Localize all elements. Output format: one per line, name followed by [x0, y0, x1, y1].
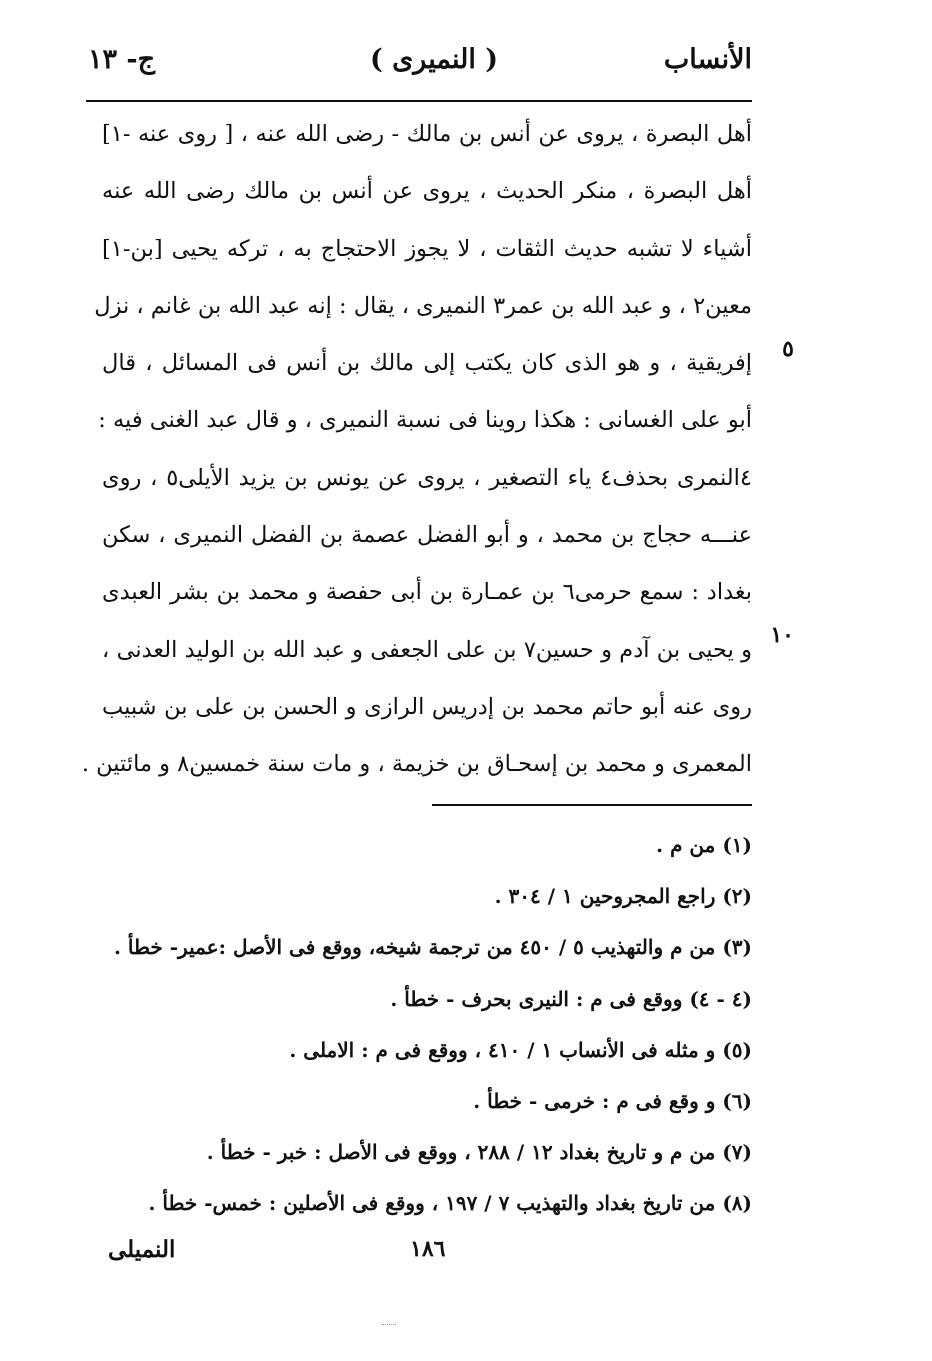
running-head-entry-title: ( النميرى ) — [370, 44, 499, 75]
running-head-volume: ج- ١٣ — [88, 44, 156, 75]
text-line: و يحيى بن آدم و حسين٧ بن على الجعفى و عبد الله بن الوليد العدنى ، — [102, 636, 752, 663]
line-number-10: ١٠ — [770, 622, 794, 648]
line-number-5: ٥ — [782, 336, 794, 362]
footnote: (١) من م . — [656, 833, 752, 857]
footnote-rule — [432, 804, 752, 806]
footnote: (٨) من تاريخ بغداد والتهذيب ٧ / ١٩٧ ، ووقع فى الأصلين : خمس- خطأ . — [148, 1191, 752, 1216]
footnote: (٥) و مثله فى الأنساب ١ / ٤١٠ ، ووقع فى م : الاملى . — [289, 1037, 752, 1062]
text-line: روى عنه أبو حاتم محمد بن إدريس الرازى و الحسن بن على بن شبيب — [102, 693, 752, 720]
text-line: أهل البصرة ، يروى عن أنس بن مالك - رضى الله عنه ، [ روى عنه -١] — [102, 121, 752, 147]
main-text — [81, 106, 752, 794]
footnote: (٧) من م و تاريخ بغداد ١٢ / ٢٨٨ ، ووقع فى الأصل : خبر - خطأ . — [206, 1140, 752, 1165]
text-line: إفريقية ، و هو الذى كان يكتب إلى مالك بن أنس فى المسائل ، قال — [102, 350, 752, 377]
text-line: عنـــه حجاج بن محمد ، و أبو الفضل عصمة بن الفضل النميرى ، سكن — [102, 522, 752, 549]
text-line: ٤النمرى بحذف٤ ياء التصغير ، يروى عن يونس بن يزيد الأيلى٥ ، روى — [102, 464, 752, 491]
text-line: المعمرى و محمد بن إسحـاق بن خزيمة ، و مات سنة خمسين٨ و مائتين . — [81, 751, 752, 778]
text-line: بغداد : سمع حرمى٦ بن عمـارة بن أبى حفصة و محمد بن بشر العبدى — [102, 579, 752, 606]
text-line: أشياء لا تشبه حديث الثقات ، لا يجوز الاحتجاج به ، تركه يحيى [بن-١] — [102, 235, 752, 262]
text-line: أبو على الغسانى : هكذا روينا فى نسبة النميرى ، و قال عبد الغنى فيه : — [98, 407, 752, 434]
catchword: النميلى — [108, 1236, 176, 1263]
footnote: (٦) و وقع فى م : خرمى - خطأ . — [473, 1088, 752, 1113]
footnote: (٢) راجع المجروحين ١ / ٣٠٤ . — [494, 884, 752, 909]
footnote: (٣) من م والتهذيب ٥ / ٤٥٠ من ترجمة شيخه، ووقع فى الأصل :عمير- خطأ . — [114, 935, 752, 960]
header-rule — [86, 100, 752, 102]
scan-speck — [382, 1324, 396, 1328]
text-line: أهل البصرة ، منكر الحديث ، يروى عن أنس بن مالك رضى الله عنه — [102, 178, 752, 205]
page-number: ١٨٦ — [410, 1236, 446, 1262]
footnotes — [112, 820, 752, 1230]
text-line: معين٢ ، و عبد الله بن عمر٣ النميرى ، يقال : إنه عبد الله بن غانم ، نزل — [94, 292, 752, 319]
footnote: (٤ - ٤) ووقع فى م : النيرى بحرف - خطأ . — [390, 986, 752, 1011]
running-head-book-title: الأنساب — [663, 44, 752, 75]
